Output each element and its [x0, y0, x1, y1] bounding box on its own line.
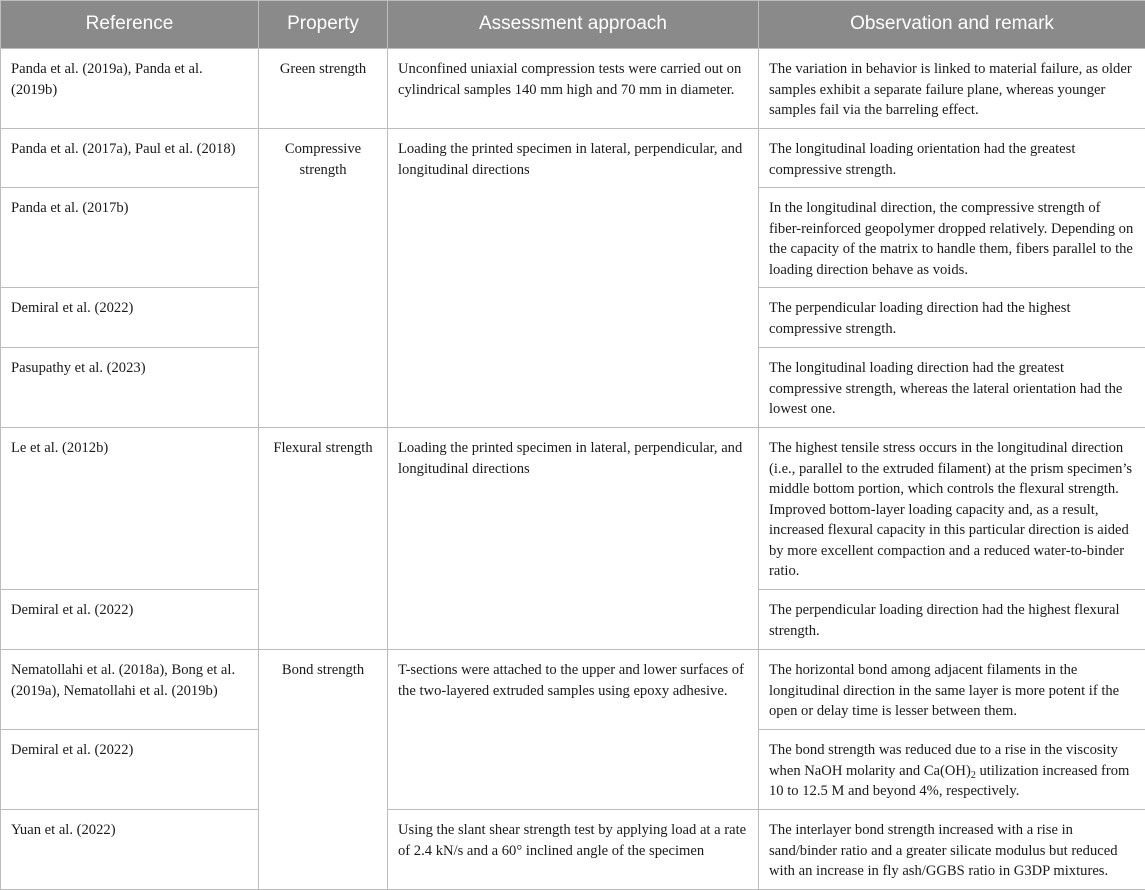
observation-text: utilization increased from 10 to 12.5 M and beyond 4%, respectively. — [769, 763, 1129, 800]
table-row — [1, 650, 1145, 730]
observation-cell: The perpendicular loading direction had the highest compressive strength. — [759, 288, 1145, 348]
subscript: 2 — [971, 770, 976, 781]
reference-cell: Panda et al. (2017a), Paul et al. (2018) — [1, 129, 259, 188]
reference-cell: Demiral et al. (2022) — [1, 590, 259, 650]
reference-cell: Demiral et al. (2022) — [1, 288, 259, 348]
approach-cell: Loading the printed specimen in lateral, perpendicular, and longitudinal directions — [388, 428, 759, 650]
header-assessment-approach: Assessment approach — [388, 1, 759, 49]
observation-cell: The longitudinal loading orientation had the greatest compressive strength. — [759, 129, 1145, 188]
observation-cell: The interlayer bond strength increased with a rise in sand/binder ratio and a greater silicate modulus but reduced with an increase in fly ash/GGBS ratio in G3DP mixtures. — [759, 810, 1145, 890]
header-row — [1, 1, 1145, 49]
observation-cell: The highest tensile stress occurs in the longitudinal direction (i.e., parallel to the extruded filament) at the prism specimen’s middle bottom portion, which controls the flexural strength. Improved bottom-layer loading capacity and, as a result, increased flexural capacity in this particular direction is aided by more excellent compaction and a reduced water-to-binder ratio. — [759, 428, 1145, 590]
observation-cell: The horizontal bond among adjacent filaments in the longitudinal direction in the same layer is more potent if the open or delay time is lesser between them. — [759, 650, 1145, 730]
header-property: Property — [259, 1, 388, 49]
reference-cell: Le et al. (2012b) — [1, 428, 259, 590]
property-cell: Compressive strength — [259, 129, 388, 428]
reference-cell: Panda et al. (2019a), Panda et al. (2019b) — [1, 49, 259, 129]
header-reference: Reference — [1, 1, 259, 49]
property-cell: Flexural strength — [259, 428, 388, 650]
observation-cell: The perpendicular loading direction had the highest flexural strength. — [759, 590, 1145, 650]
reference-cell: Nematollahi et al. (2018a), Bong et al. (2019a), Nematollahi et al. (2019b) — [1, 650, 259, 730]
observation-cell — [759, 730, 1145, 810]
approach-cell: T-sections were attached to the upper and lower surfaces of the two-layered extruded samples using epoxy adhesive. — [388, 650, 759, 810]
reference-cell: Panda et al. (2017b) — [1, 188, 259, 288]
reference-cell: Pasupathy et al. (2023) — [1, 348, 259, 428]
approach-cell: Unconfined uniaxial compression tests were carried out on cylindrical samples 140 mm high and 70 mm in diameter. — [388, 49, 759, 129]
approach-cell: Loading the printed specimen in lateral, perpendicular, and longitudinal directions — [388, 129, 759, 428]
approach-cell: Using the slant shear strength test by applying load at a rate of 2.4 kN/s and a 60° inclined angle of the specimen — [388, 810, 759, 890]
observation-cell: The longitudinal loading direction had the greatest compressive strength, whereas the lateral orientation had the lowest one. — [759, 348, 1145, 428]
table-row — [1, 810, 1145, 890]
property-cell: Bond strength — [259, 650, 388, 890]
observation-cell: In the longitudinal direction, the compressive strength of fiber-reinforced geopolymer dropped relatively. Depending on the capacity of the matrix to handle them, fibers parallel to the loading direction behave as voids. — [759, 188, 1145, 288]
table-row — [1, 129, 1145, 188]
observation-text: The bond strength was reduced due to a rise in the viscosity when NaOH molarity and Ca(OH) — [769, 742, 1118, 779]
property-cell: Green strength — [259, 49, 388, 129]
reference-cell: Yuan et al. (2022) — [1, 810, 259, 890]
observation-cell: The variation in behavior is linked to material failure, as older samples exhibit a separate failure plane, whereas younger samples fail via the barreling effect. — [759, 49, 1145, 129]
header-observation-remark: Observation and remark — [759, 1, 1145, 49]
reference-cell: Demiral et al. (2022) — [1, 730, 259, 810]
table-row — [1, 49, 1145, 129]
table-row — [1, 428, 1145, 590]
